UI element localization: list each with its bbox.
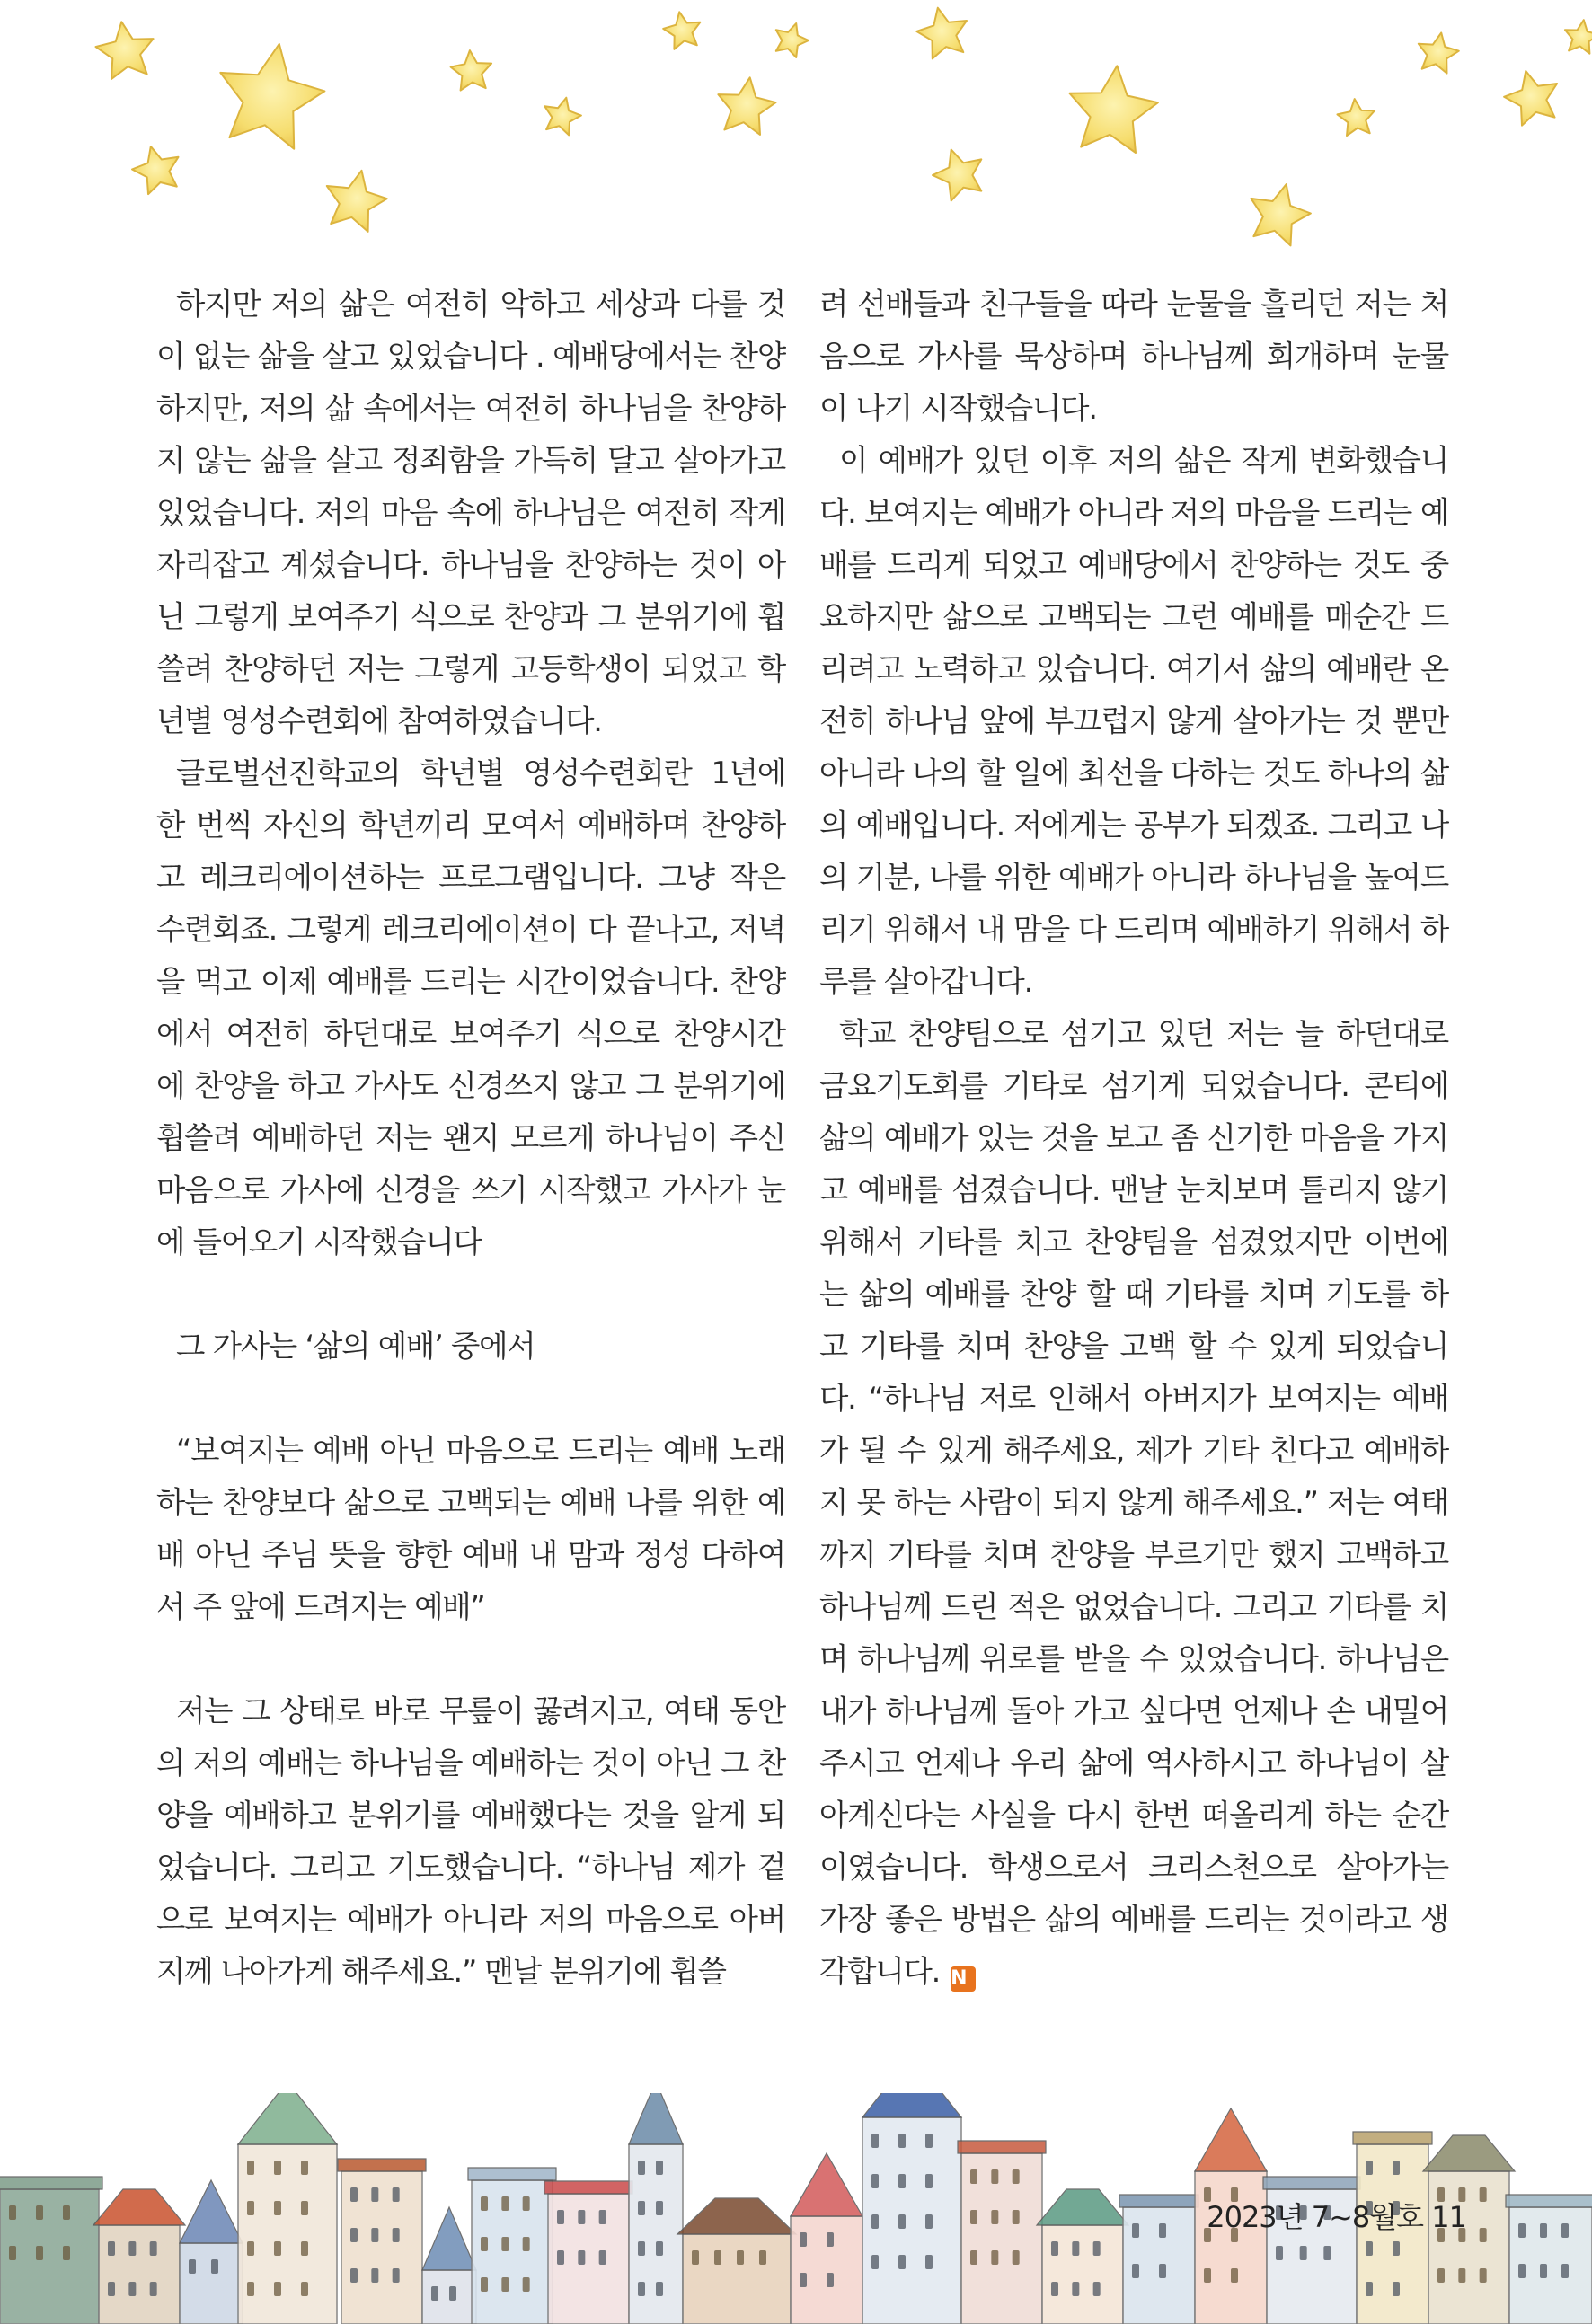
house-illustration <box>1506 2195 1592 2324</box>
article-left-column <box>156 278 785 1998</box>
star-icon <box>916 8 967 59</box>
house-illustration <box>791 2153 862 2324</box>
page-footer <box>1207 2195 1466 2236</box>
house-illustration <box>238 2093 337 2324</box>
paragraph: 글로벌선진학교의 학년별 영성수련회란 1년에 한 번씩 자신의 학년끼리 모여서 예배하며 찬양하고 레크리에이션하는 프로그램입니다. 그냥 작은 수련회죠. 그렇게 레크리에이션이 다 끝나고, 저녁을 먹고 이제 예배를 드리는 시간이었습니다. 찬양에서 여전히 하던대로 보여주기 식으로 찬양시간에 찬양을 하고 가사도 신경쓰지 않고 그 분위기에 휩쓸려 예배하던 저는 왠지 모르게 하나님이 주신 마음으로 가사에 신경을 쓰기 시작했고 가사가 눈에 들어오기 시작했습니다 <box>156 756 785 1259</box>
house-illustration <box>422 2207 476 2324</box>
star-icon <box>1419 32 1459 73</box>
house-illustration <box>629 2093 683 2324</box>
star-decoration <box>0 0 1592 270</box>
house-illustration <box>0 2177 102 2324</box>
paragraph: 이 예배가 있던 이후 저의 삶은 작게 변화했습니다. 보여지는 예배가 아니라 저의 마음을 드리는 예배를 드리게 되었고 예배당에서 찬양하는 것도 중요하지만 삶으로 고백되는 그런 예배를 매순간 드리려고 노력하고 있습니다. 여기서 삶의 예배란 온전히 하나님 앞에 부끄럽지 않게 살아가는 것 뿐만 아니라 나의 할 일에 최선을 다하는 것도 하나의 삶의 예배입니다. 저에게는 공부가 되겠죠. 그리고 나의 기분, 나를 위한 예배가 아니라 하나님을 높여드리기 위해서 내 맘을 다 드리며 예배하기 위해서 하루를 살아갑니다. <box>819 443 1448 999</box>
paragraph: 저는 그 상태로 바로 무릎이 꿇려지고, 여태 동안의 저의 예배는 하나님을 예배하는 것이 아닌 그 찬양을 예배하고 분위기를 예배했다는 것을 알게 되었습니다. 그리고 기도했습니다. “하나님 제가 겉으로 보여지는 예배가 아니라 저의 마음으로 아버지께 나아가게 해주세요.” 맨날 분위기에 휩쓸 <box>156 1693 785 1989</box>
end-mark-icon: N <box>951 1966 976 1992</box>
star-icon <box>933 150 981 201</box>
house-illustration <box>93 2189 185 2324</box>
house-illustration <box>958 2141 1046 2324</box>
paragraph: 려 선배들과 친구들을 따라 눈물을 흘리던 저는 처음으로 가사를 묵상하며 하나님께 회개하며 눈물이 나기 시작했습니다. <box>819 287 1448 426</box>
paragraph: 하지만 저의 삶은 여전히 악하고 세상과 다를 것이 없는 삶을 살고 있었습니다 . 예배당에서는 찬양하지만, 저의 삶 속에서는 여전히 하나님을 찬양하지 않는 삶을 살고 정죄함을 가득히 달고 살아가고 있었습니다. 저의 마음 속에 하나님은 여전히 작게 자리잡고 계셨습니다. 하나님을 찬양하는 것이 아닌 그렇게 보여주기 식으로 찬양과 그 분위기에 휩쓸려 찬양하던 저는 그렇게 고등학생이 되었고 학년별 영성수련회에 참여하였습니다. <box>156 287 785 738</box>
article-right-column <box>819 278 1448 1998</box>
house-illustration <box>338 2159 426 2324</box>
house-illustration <box>180 2180 243 2324</box>
house-illustration <box>468 2168 556 2324</box>
house-illustration <box>544 2181 632 2324</box>
star-icon <box>96 22 154 79</box>
star-icon <box>718 77 775 135</box>
star-icon <box>327 171 387 232</box>
paragraph-text: 학교 찬양팀으로 섬기고 있던 저는 늘 하던대로 금요기도회를 기타로 섬기게 되었습니다. 콘티에 삶의 예배가 있는 것을 보고 좀 신기한 마음을 가지고 예배를 섬겼습니다. 맨날 눈치보며 틀리지 않기 위해서 기타를 치고 찬양팀을 섬겼었지만 이번에는 삶의 예배를 찬양 할 때 기타를 치며 기도를 하고 기타를 치며 찬양을 고백 할 수 있게 되었습니다. “하나님 저로 인해서 아버지가 보여지는 예배가 될 수 있게 해주세요, 제가 기타 친다고 예배하지 못 하는 사람이 되지 않게 해주세요.” 저는 여태까지 기타를 치며 찬양을 부르기만 했지 고백하고 하나님께 드린 적은 없었습니다. 그리고 기타를 치며 하나님께 위로를 받을 수 있었습니다. 하나님은 내가 하나님께 돌아 가고 싶다면 언제나 손 내밀어 주시고 언제나 우리 삶에 역사하시고 하나님이 살아계신다는 사실을 다시 한번 떠올리게 하는 순간이였습니다. 학생으로서 크리스천으로 살아가는 가장 좋은 방법은 삶의 예배를 드리는 것이라고 생각합니다. <box>819 1016 1448 1989</box>
star-icon <box>1338 99 1375 136</box>
star-icon <box>776 23 809 57</box>
star-icon <box>220 44 324 149</box>
lyrics-quote: “보여지는 예배 아닌 마음으로 드리는 예배 노래하는 찬양보다 삶으로 고백되는 예배 나를 위한 예배 아닌 주님 뜻을 향한 예배 내 맘과 정성 다하여서 주 앞에 드려지는 예배” <box>156 1433 785 1624</box>
star-icon <box>132 146 179 194</box>
house-illustration <box>1119 2195 1198 2324</box>
house-illustration <box>677 2198 796 2324</box>
issue-label: 2023년 7~8월호 <box>1207 2200 1424 2234</box>
page-number: 11 <box>1431 2200 1466 2234</box>
star-icon <box>1565 20 1592 54</box>
paragraph <box>819 1008 1448 1998</box>
house-illustration <box>1037 2189 1128 2324</box>
star-icon <box>1070 66 1158 153</box>
star-icon <box>1251 184 1311 245</box>
paragraph: 그 가사는 ‘삶의 예배’ 중에서 <box>176 1329 535 1364</box>
star-icon <box>663 12 700 49</box>
star-icon <box>544 98 581 136</box>
house-illustration <box>862 2093 961 2324</box>
star-icon <box>451 50 491 91</box>
star-icon <box>1504 71 1557 126</box>
